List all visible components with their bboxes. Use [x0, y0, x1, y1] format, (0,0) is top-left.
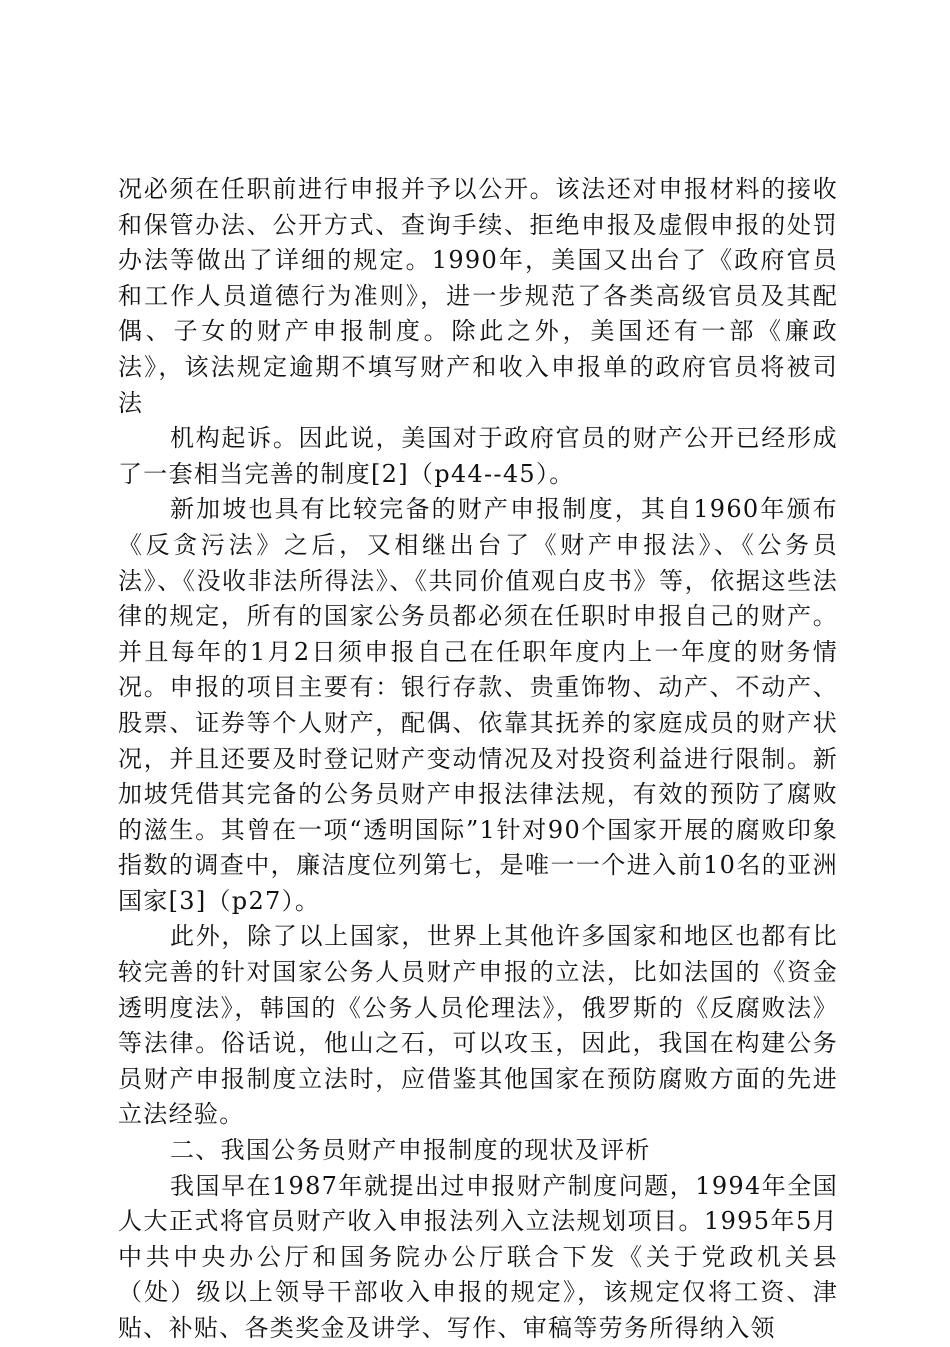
paragraph-1: 况必须在任职前进行申报并予以公开。该法还对申报材料的接收和保管办法、公开方式、查询手续、拒绝申报及虚假申报的处罚办法等做出了详细的规定。1990年，美国又出台了《政府官员和工作人员道德行为准则》，进一步规范了各类高级官员及其配偶、子女的财产申报制度。除此之外，美国还有一部《廉政法》，该法规定逾期不填写财产和收入申报单的政府官员将被司法 [118, 175, 838, 417]
body-text [118, 172, 838, 1347]
section-heading: 二、我国公务员财产申报制度的现状及评析 [170, 1136, 651, 1165]
paragraph-2: 机构起诉。因此说，美国对于政府官员的财产公开已经形成了一套相当完善的制度[2]（p44--45）。 [118, 424, 838, 488]
paragraph-5: 我国早在1987年就提出过申报财产制度问题，1994年全国人大正式将官员财产收入申报法列入立法规划项目。1995年5月中共中央办公厅和国务院办公厅联合下发《关于党政机关县（处）级以上领导干部收入申报的规定》，该规定仅将工资、津贴、补贴、各类奖金及讲学、写作、审稿等劳务所得纳入领 [118, 1171, 838, 1342]
paragraph-3: 新加坡也具有比较完备的财产申报制度，其自1960年颁布《反贪污法》之后，又相继出台了《财产申报法》、《公务员法》、《没收非法所得法》、《共同价值观白皮书》等，依据这些法律的规定，所有的国家公务员都必须在任职时申报自己的财产。并且每年的1月2日须申报自己在任职年度内上一年度的财务情况。申报的项目主要有：银行存款、贵重饰物、动产、不动产、股票、证券等个人财产，配偶、依靠其抚养的家庭成员的财产状况，并且还要及时登记财产变动情况及对投资利益进行限制。新加坡凭借其完备的公务员财产申报法律法规，有效的预防了腐败的滋生。其曾在一项“透明国际”1针对90个国家开展的腐败印象指数的调查中，廉洁度位列第七，是唯一一个进入前10名的亚洲国家[3]（p27）。 [118, 495, 838, 915]
paragraph-4: 此外，除了以上国家，世界上其他许多国家和地区也都有比较完善的针对国家公务人员财产申报的立法，比如法国的《资金透明度法》，韩国的《公务人员伦理法》，俄罗斯的《反腐败法》等法律。俗话说，他山之石，可以攻玉，因此，我国在构建公务员财产申报制度立法时，应借鉴其他国家在预防腐败方面的先进立法经验。 [118, 922, 838, 1129]
